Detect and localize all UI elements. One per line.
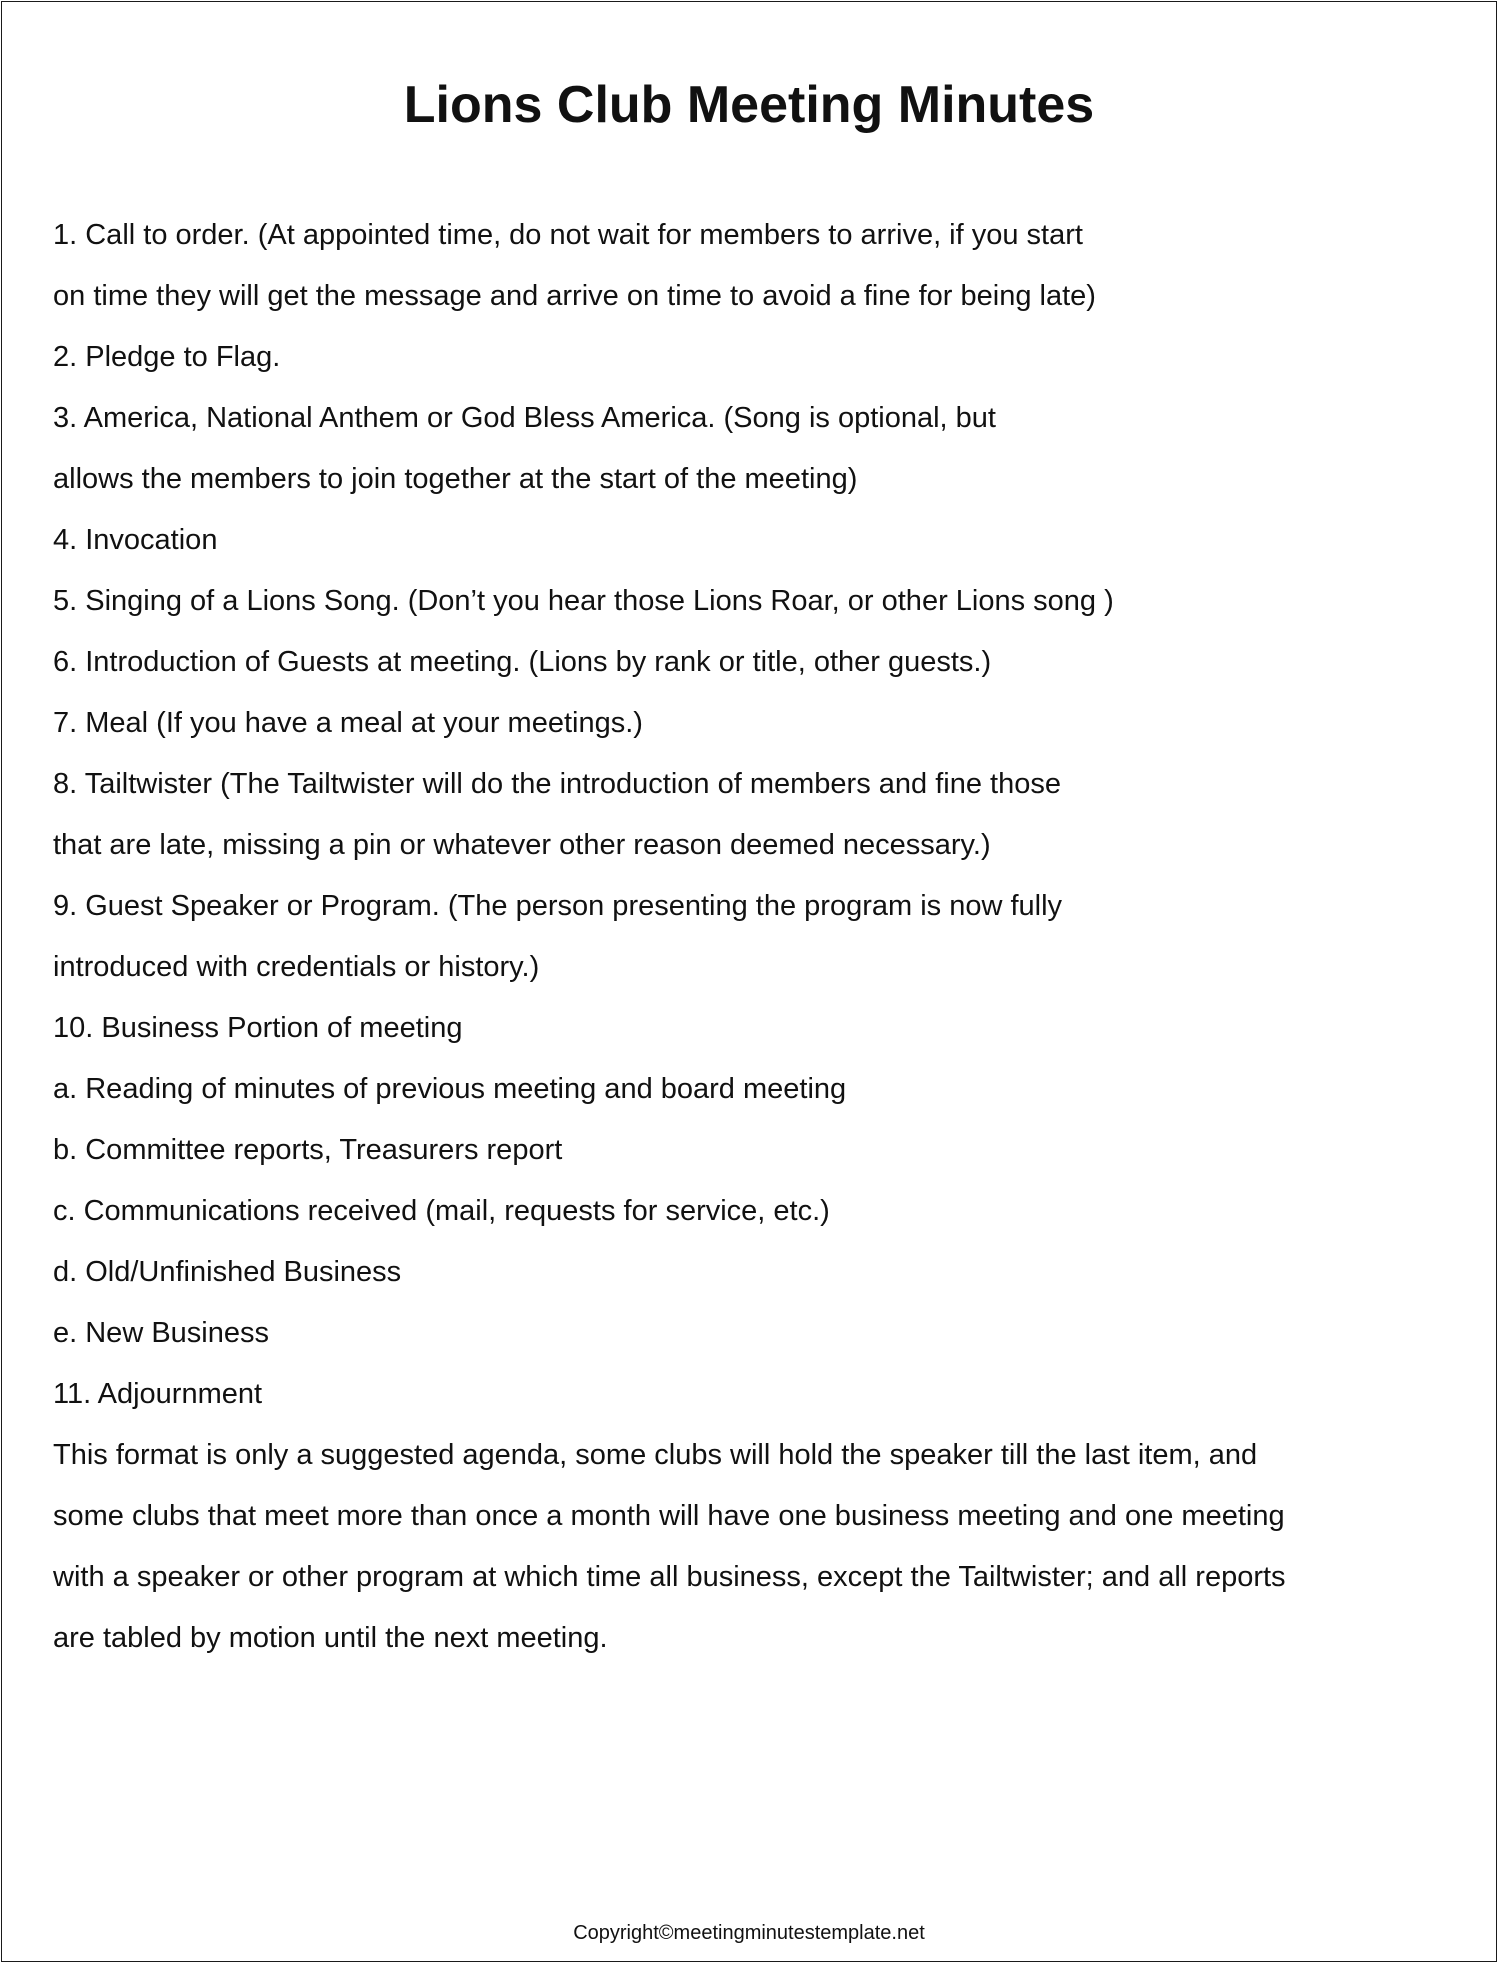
document-body xyxy=(53,205,1473,1669)
text-line: e. New Business xyxy=(53,1317,269,1349)
text-line: on time they will get the message and arrive on time to avoid a fine for being late) xyxy=(53,280,1096,312)
text-line: 6. Introduction of Guests at meeting. (Lions by rank or title, other guests.) xyxy=(53,646,992,678)
text-line: 11. Adjournment xyxy=(53,1378,263,1410)
text-line: allows the members to join together at the start of the meeting) xyxy=(53,463,858,495)
text-line: with a speaker or other program at which time all business, except the Tailtwister; and all reports xyxy=(53,1561,1286,1593)
text-line: c. Communications received (mail, requests for service, etc.) xyxy=(53,1195,830,1227)
text-line: This format is only a suggested agenda, some clubs will hold the speaker till the last item, and xyxy=(53,1439,1258,1471)
text-line: that are late, missing a pin or whatever other reason deemed necessary.) xyxy=(53,829,991,861)
text-line: b. Committee reports, Treasurers report xyxy=(53,1134,563,1166)
text-line: 1. Call to order. (At appointed time, do not wait for members to arrive, if you start xyxy=(53,219,1083,251)
text-line: 9. Guest Speaker or Program. (The person presenting the program is now fully xyxy=(53,890,1063,922)
text-line: introduced with credentials or history.) xyxy=(53,951,540,983)
text-line: d. Old/Unfinished Business xyxy=(53,1256,402,1288)
copyright-footer: Copyright©meetingminutestemplate.net xyxy=(573,1922,925,1944)
text-line: 8. Tailtwister (The Tailtwister will do the introduction of members and fine those xyxy=(53,768,1061,800)
text-line: 10. Business Portion of meeting xyxy=(53,1012,463,1044)
document-page xyxy=(1,1,1497,1962)
text-line: 7. Meal (If you have a meal at your meetings.) xyxy=(53,707,643,739)
document-title: Lions Club Meeting Minutes xyxy=(403,76,1095,134)
text-line: are tabled by motion until the next meeting. xyxy=(53,1622,608,1654)
text-line: some clubs that meet more than once a month will have one business meeting and one meeting xyxy=(53,1500,1285,1532)
text-line: a. Reading of minutes of previous meeting and board meeting xyxy=(53,1073,847,1105)
text-line: 2. Pledge to Flag. xyxy=(53,341,281,373)
text-line: 3. America, National Anthem or God Bless America. (Song is optional, but xyxy=(53,402,996,434)
text-line: 5. Singing of a Lions Song. (Don’t you hear those Lions Roar, or other Lions song ) xyxy=(53,585,1114,617)
text-line: 4. Invocation xyxy=(53,524,218,556)
